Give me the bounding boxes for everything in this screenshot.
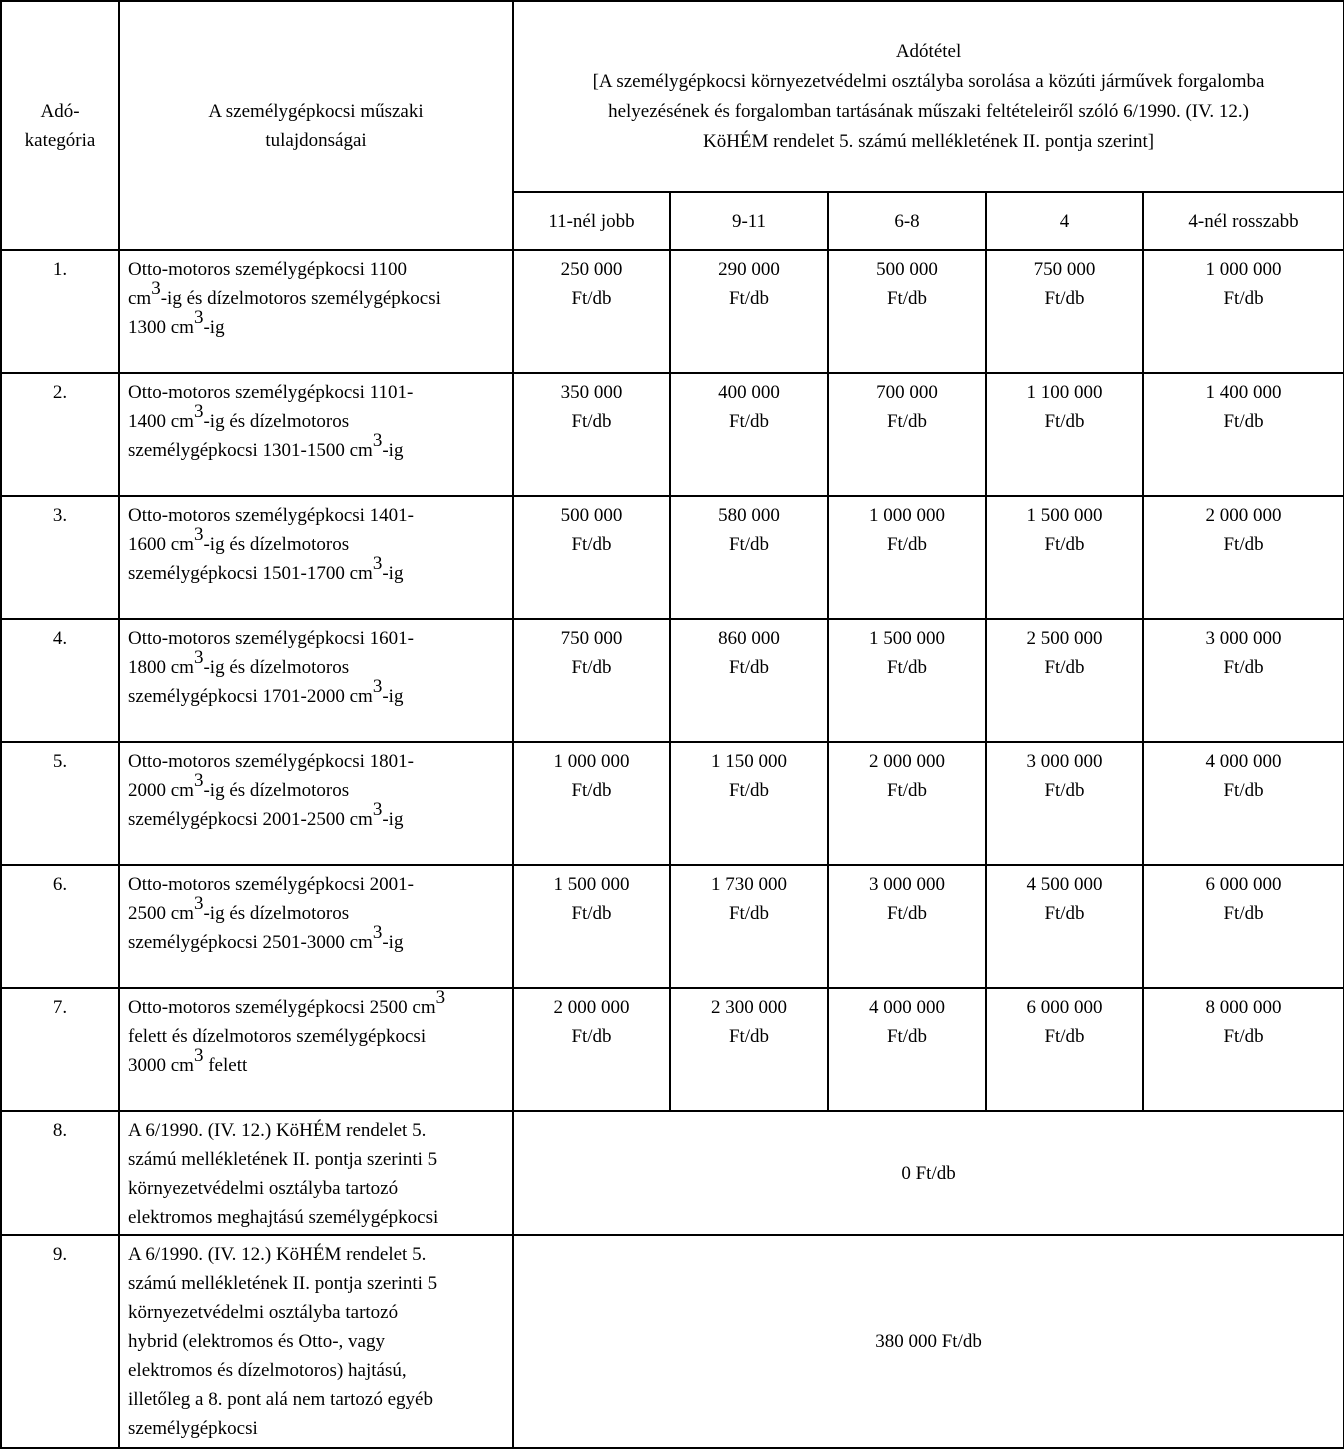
row-number: 2. — [1, 373, 119, 496]
properties-header: A személygépkocsi műszaki — [208, 100, 424, 122]
table-row — [1, 742, 1344, 865]
price-cell: 1 150 000 Ft/db — [670, 742, 828, 865]
class-header: 9-11 — [670, 192, 828, 250]
merged-price-cell: 0 Ft/db — [513, 1111, 1344, 1235]
row-number: 5. — [1, 742, 119, 865]
price-cell: 2 300 000 Ft/db — [670, 988, 828, 1111]
row-description: Otto-motoros személygépkocsi 2001- 2500 $cm^3-ig$ és dízelmotoros személygépkocsi 2501-3000 $cm^3-ig$ — [119, 865, 513, 988]
rate-header-cell: Adótétel [A személygépkocsi környezetvédelmi osztályba sorolása a közúti járművek forgalomba helyezésének és forgalomban tartásának műszaki feltételeiről szóló 6/1990. (IV. 12.) KöHÉM rendelet 5. számú mellékletének II. pontja szerint] — [513, 1, 1344, 192]
price-cell: 700 000 Ft/db — [828, 373, 986, 496]
row-description: A 6/1990. (IV. 12.) KöHÉM rendelet 5. számú mellékletének II. pontja szerinti 5 környezetvédelmi osztályba tartozó elektromos meghajtású személygépkocsi — [119, 1111, 513, 1235]
header-row — [1, 1, 1344, 192]
class-header: 4 — [986, 192, 1143, 250]
table-row — [1, 865, 1344, 988]
row-number: 9. — [1, 1235, 119, 1448]
price-cell: 1 500 000 Ft/db — [513, 865, 670, 988]
row-number: 3. — [1, 496, 119, 619]
table-row — [1, 1111, 1344, 1235]
row-description: Otto-motoros személygépkocsi 1601- 1800 $cm^3-ig$ és dízelmotoros személygépkocsi 1701-2000 $cm^3-ig$ — [119, 619, 513, 742]
price-cell: 2 000 000 Ft/db — [513, 988, 670, 1111]
price-cell: 400 000 Ft/db — [670, 373, 828, 496]
table-row — [1, 619, 1344, 742]
price-cell: 500 000 Ft/db — [513, 496, 670, 619]
price-cell: 1 000 000 Ft/db — [513, 742, 670, 865]
table-row — [1, 1235, 1344, 1448]
table-row — [1, 250, 1344, 373]
price-cell: 750 000 Ft/db — [513, 619, 670, 742]
properties-header-cell: A személygépkocsi műszaki tulajdonságai — [119, 1, 513, 250]
price-cell: 750 000 Ft/db — [986, 250, 1143, 373]
table-row — [1, 988, 1344, 1111]
row-description: Otto-motoros személygépkocsi 1801- 2000 $cm^3-ig$ és dízelmotoros személygépkocsi 2001-2500 $cm^3-ig$ — [119, 742, 513, 865]
table-row — [1, 373, 1344, 496]
row-number: 8. — [1, 1111, 119, 1235]
price-cell: 290 000 Ft/db — [670, 250, 828, 373]
price-cell: 250 000 Ft/db — [513, 250, 670, 373]
price-cell: 4 500 000 Ft/db — [986, 865, 1143, 988]
price-cell: 580 000 Ft/db — [670, 496, 828, 619]
price-cell: 8 000 000 Ft/db — [1143, 988, 1344, 1111]
price-cell: 1 100 000 Ft/db — [986, 373, 1143, 496]
price-cell: 3 000 000 Ft/db — [828, 865, 986, 988]
price-cell: 4 000 000 Ft/db — [1143, 742, 1344, 865]
price-cell: 6 000 000 Ft/db — [986, 988, 1143, 1111]
class-header: 11-nél jobb — [513, 192, 670, 250]
price-cell: 2 500 000 Ft/db — [986, 619, 1143, 742]
row-description: Otto-motoros személygépkocsi 1101- 1400 $cm^3-ig$ és dízelmotoros személygépkocsi 1301-1500 $cm^3-ig$ — [119, 373, 513, 496]
price-cell: 1 500 000 Ft/db — [986, 496, 1143, 619]
row-description: Otto-motoros személygépkocsi 2500 $cm^3$ felett és dízelmotoros személygépkocsi 3000 $cm^3$ felett — [119, 988, 513, 1111]
rate-title: Adótétel — [895, 40, 962, 62]
table-row — [1, 496, 1344, 619]
price-cell: 1 400 000 Ft/db — [1143, 373, 1344, 496]
rate-note: [A személygépkocsi környezetvédelmi osztályba sorolása a közúti járművek forgalomba — [592, 70, 1265, 92]
row-number: 7. — [1, 988, 119, 1111]
price-cell: 2 000 000 Ft/db — [1143, 496, 1344, 619]
category-header-cell: Adó- kategória — [1, 1, 119, 250]
row-number: 6. — [1, 865, 119, 988]
row-number: 4. — [1, 619, 119, 742]
row-description: Otto-motoros személygépkocsi 1401- 1600 $cm^3-ig$ és dízelmotoros személygépkocsi 1501-1700 $cm^3-ig$ — [119, 496, 513, 619]
price-cell: 1 000 000 Ft/db — [828, 496, 986, 619]
price-cell: 3 000 000 Ft/db — [1143, 619, 1344, 742]
category-header: Adó- — [40, 100, 80, 122]
merged-price-cell: 380 000 Ft/db — [513, 1235, 1344, 1448]
class-header: 6-8 — [828, 192, 986, 250]
price-cell: 6 000 000 Ft/db — [1143, 865, 1344, 988]
price-cell: 1 000 000 Ft/db — [1143, 250, 1344, 373]
price-cell: 350 000 Ft/db — [513, 373, 670, 496]
row-number: 1. — [1, 250, 119, 373]
price-cell: 1 500 000 Ft/db — [828, 619, 986, 742]
price-cell: 3 000 000 Ft/db — [986, 742, 1143, 865]
price-cell: 860 000 Ft/db — [670, 619, 828, 742]
price-cell: 2 000 000 Ft/db — [828, 742, 986, 865]
price-cell: 500 000 Ft/db — [828, 250, 986, 373]
row-description: A 6/1990. (IV. 12.) KöHÉM rendelet 5. számú mellékletének II. pontja szerinti 5 környezetvédelmi osztályba tartozó hybrid (elektromos és Otto-, vagy elektromos és dízelmotoros) hajtású, illetőleg a 8. pont alá nem tartozó egyéb személygépkocsi — [119, 1235, 513, 1448]
price-cell: 4 000 000 Ft/db — [828, 988, 986, 1111]
row-description: Otto-motoros személygépkocsi 1100 $cm^3-ig$ és dízelmotoros személygépkocsi 1300 $cm^3-ig$ — [119, 250, 513, 373]
price-cell: 1 730 000 Ft/db — [670, 865, 828, 988]
class-header: 4-nél rosszabb — [1143, 192, 1344, 250]
